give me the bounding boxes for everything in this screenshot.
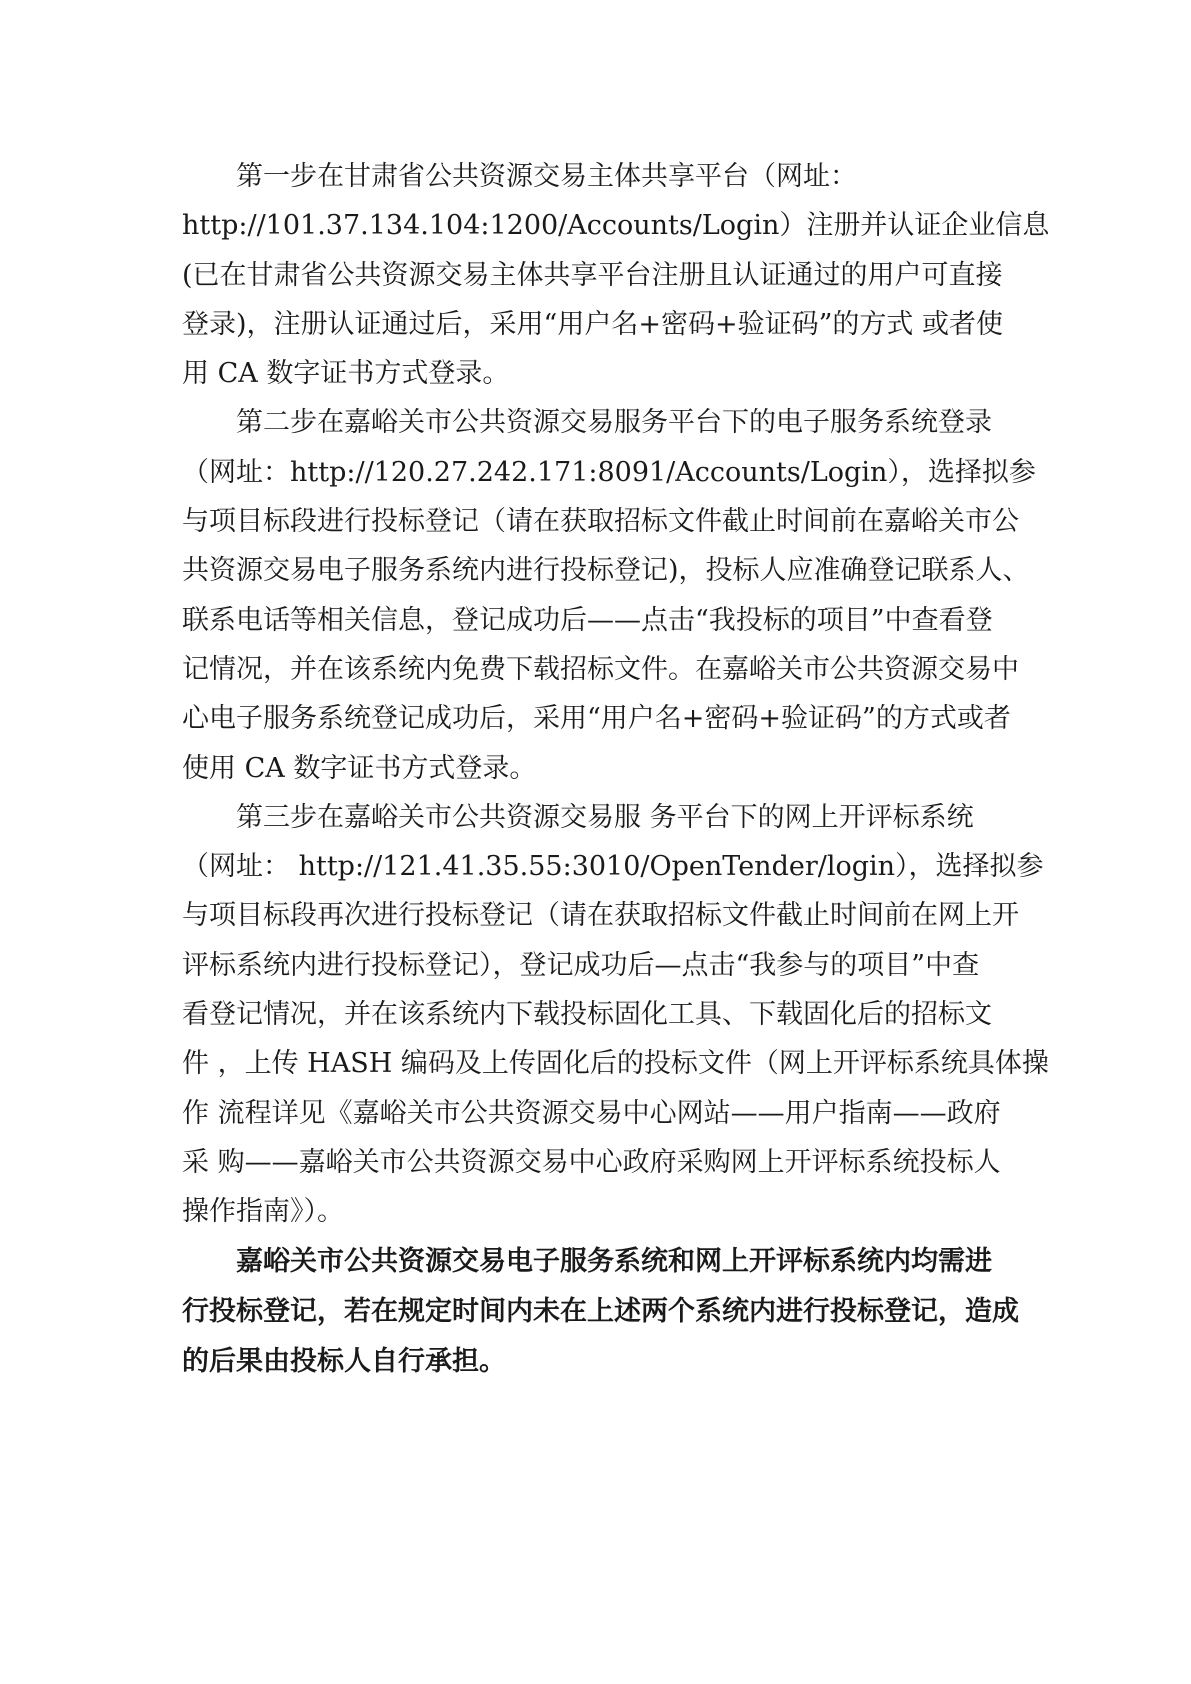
text-line: 采 购——嘉峪关市公共资源交易中心政府采购网上开评标系统投标人 — [182, 1146, 1001, 1178]
text-line: 第一步在甘肃省公共资源交易主体共享平台（网址： — [236, 161, 857, 192]
text-line: 使用 CA 数字证书方式登录。 — [182, 752, 537, 784]
paragraph-step-1 — [182, 152, 1050, 398]
paragraph-step-2 — [182, 398, 1042, 792]
text-line: 与项目标段再次进行投标登记（请在获取招标文件截止时间前在网上开 — [182, 900, 1019, 932]
paragraph-notice — [182, 1237, 1042, 1387]
text-line: 记情况，并在该系统内免费下载招标文件。在嘉峪关市公共资源交易中 — [182, 653, 1019, 685]
notice-line: 的后果由投标人自行承担。 — [182, 1345, 506, 1377]
text-line: 操作指南》）。 — [182, 1196, 344, 1228]
text-line: 第二步在嘉峪关市公共资源交易服务平台下的电子服务系统登录 — [236, 407, 992, 439]
notice-line: 行投标登记，若在规定时间内未在上述两个系统内进行投标登记，造成 — [182, 1295, 1019, 1327]
text-line: (已在甘肃省公共资源交易主体共享平台注册且认证通过的用户可直接 — [182, 259, 1003, 291]
text-line: 作 流程详见《嘉峪关市公共资源交易中心网站——用户指南——政府 — [182, 1097, 1001, 1129]
text-line: 共资源交易电子服务系统内进行投标登记)，投标人应准确登记联系人、 — [182, 555, 1030, 587]
text-line: 与项目标段进行投标登记（请在获取招标文件截止时间前在嘉峪关市公 — [182, 506, 1019, 538]
text-line: http://101.37.134.104:1200/Accounts/Login）注册并认证企业信息 — [182, 210, 1050, 242]
text-line: 用 CA 数字证书方式登录。 — [182, 358, 510, 390]
text-line: 评标系统内进行投标登记），登记成功后—点击“我参与的项目”中查 — [182, 949, 980, 981]
text-line: （网址：http://120.27.242.171:8091/Accounts/Login），选择拟参 — [182, 456, 1036, 488]
text-line: 看登记情况，并在该系统内下载投标固化工具、下载固化后的招标文 — [182, 999, 992, 1031]
paragraph-step-3 — [182, 793, 1049, 1237]
text-line: 联系电话等相关信息，登记成功后——点击“我投标的项目”中查看登 — [182, 604, 993, 636]
text-line: 心电子服务系统登记成功后，采用“用户名+密码+验证码”的方式或者 — [182, 703, 1011, 735]
text-line: 登录)，注册认证通过后，采用“用户名+密码+验证码”的方式 或者使 — [182, 308, 1003, 340]
document-body — [182, 152, 1050, 1387]
text-line: （网址： http://121.41.35.55:3010/OpenTender/login），选择拟参 — [182, 851, 1044, 883]
notice-line: 嘉峪关市公共资源交易电子服务系统和网上开评标系统内均需进 — [236, 1245, 992, 1277]
text-line: 件 ，上传 HASH 编码及上传固化后的投标文件（网上开评标系统具体操 — [182, 1048, 1049, 1080]
text-line: 第三步在嘉峪关市公共资源交易服 务平台下的网上开评标系统 — [236, 801, 974, 833]
